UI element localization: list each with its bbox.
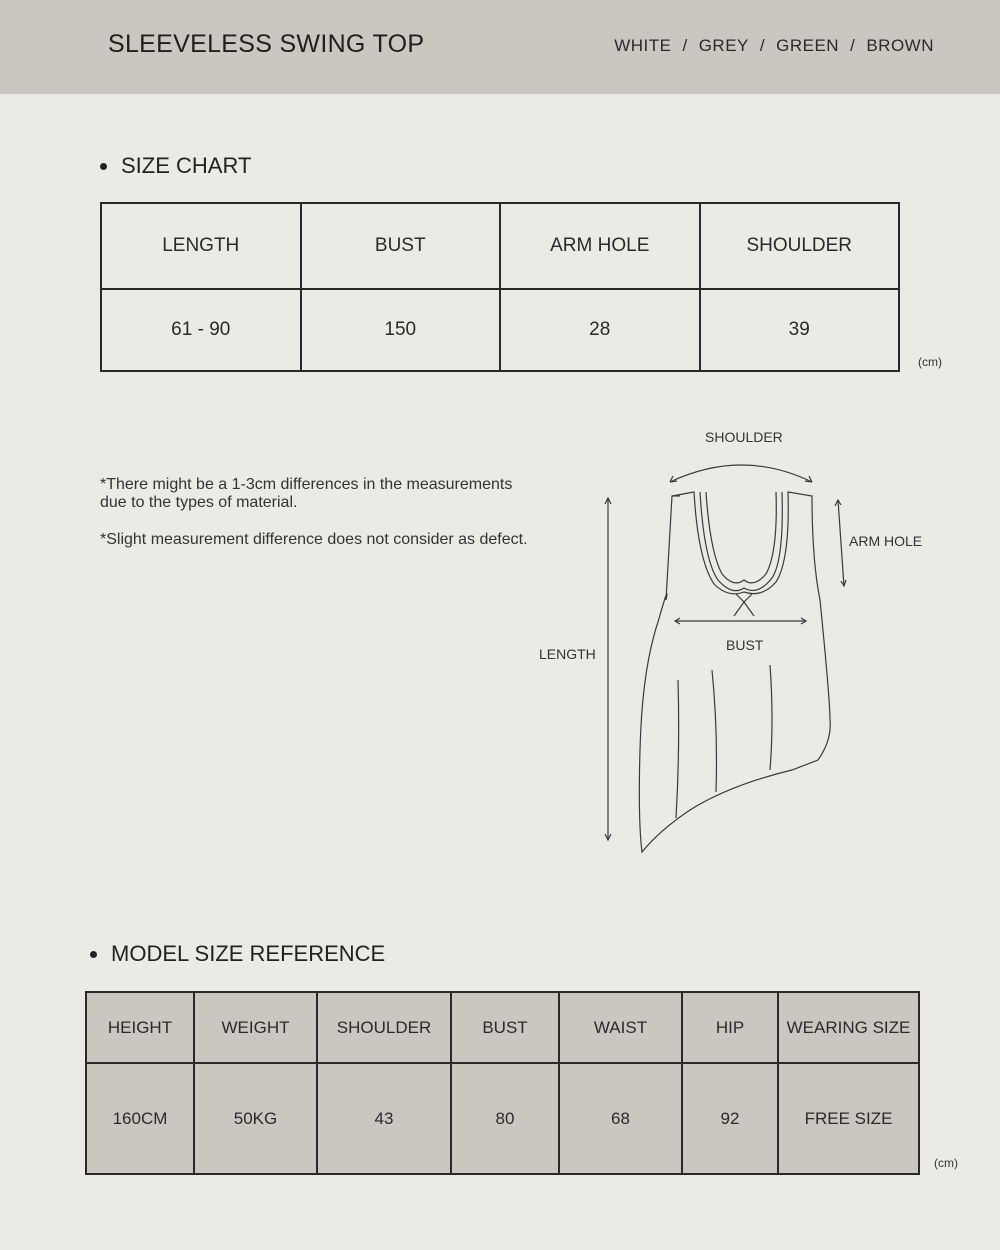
size-chart-table — [100, 202, 900, 372]
header-arm-hole: ARM HOLE — [500, 203, 700, 289]
color-options — [614, 36, 934, 56]
color-grey: GREY — [698, 36, 749, 55]
shoulder-label: SHOULDER — [705, 429, 783, 445]
table-row — [101, 289, 899, 371]
value-height: 160CM — [86, 1063, 194, 1174]
bust-label: BUST — [726, 637, 764, 653]
value-bust: 150 — [301, 289, 501, 371]
value-bust: 80 — [451, 1063, 559, 1174]
bullet-icon — [90, 951, 97, 958]
size-chart-unit: (cm) — [918, 355, 942, 369]
color-white: WHITE — [614, 36, 672, 55]
note-defect: *Slight measurement difference does not consider as defect. — [100, 531, 528, 548]
model-table-unit: (cm) — [934, 1156, 958, 1170]
header-waist: WAIST — [559, 992, 682, 1063]
model-reference-heading — [90, 941, 385, 967]
table-header-row — [101, 203, 899, 289]
garment-diagram — [530, 420, 950, 870]
header-bust: BUST — [301, 203, 501, 289]
product-title: SLEEVELESS SWING TOP — [108, 30, 425, 58]
table-row — [86, 1063, 919, 1174]
measurement-notes — [100, 476, 530, 568]
header-shoulder: SHOULDER — [700, 203, 900, 289]
value-weight: 50KG — [194, 1063, 317, 1174]
arm-hole-label: ARM HOLE — [849, 533, 923, 549]
value-arm-hole: 28 — [500, 289, 700, 371]
size-chart-title: SIZE CHART — [121, 153, 252, 178]
model-size-table — [85, 991, 920, 1175]
header-weight: WEIGHT — [194, 992, 317, 1063]
header-length: LENGTH — [101, 203, 301, 289]
value-waist: 68 — [559, 1063, 682, 1174]
value-shoulder: 43 — [317, 1063, 451, 1174]
color-green: GREEN — [776, 36, 840, 55]
table-header-row — [86, 992, 919, 1063]
bullet-icon — [100, 163, 107, 170]
length-label: LENGTH — [539, 646, 596, 662]
color-brown: BROWN — [866, 36, 934, 55]
header-shoulder: SHOULDER — [317, 992, 451, 1063]
model-reference-title: MODEL SIZE REFERENCE — [111, 941, 386, 966]
header-height: HEIGHT — [86, 992, 194, 1063]
color-separator: / — [850, 36, 856, 55]
header-hip: HIP — [682, 992, 778, 1063]
note-material: *There might be a 1-3cm differences in the measurements due to the types of material. — [100, 476, 513, 511]
header-bust: BUST — [451, 992, 559, 1063]
color-separator: / — [759, 36, 766, 55]
size-chart-heading — [100, 153, 251, 179]
value-length: 61 - 90 — [101, 289, 301, 371]
color-separator: / — [682, 36, 688, 55]
value-wearing-size: FREE SIZE — [778, 1063, 919, 1174]
value-shoulder: 39 — [700, 289, 900, 371]
header-bar — [0, 0, 1000, 94]
value-hip: 92 — [682, 1063, 778, 1174]
header-wearing-size: WEARING SIZE — [778, 992, 919, 1063]
